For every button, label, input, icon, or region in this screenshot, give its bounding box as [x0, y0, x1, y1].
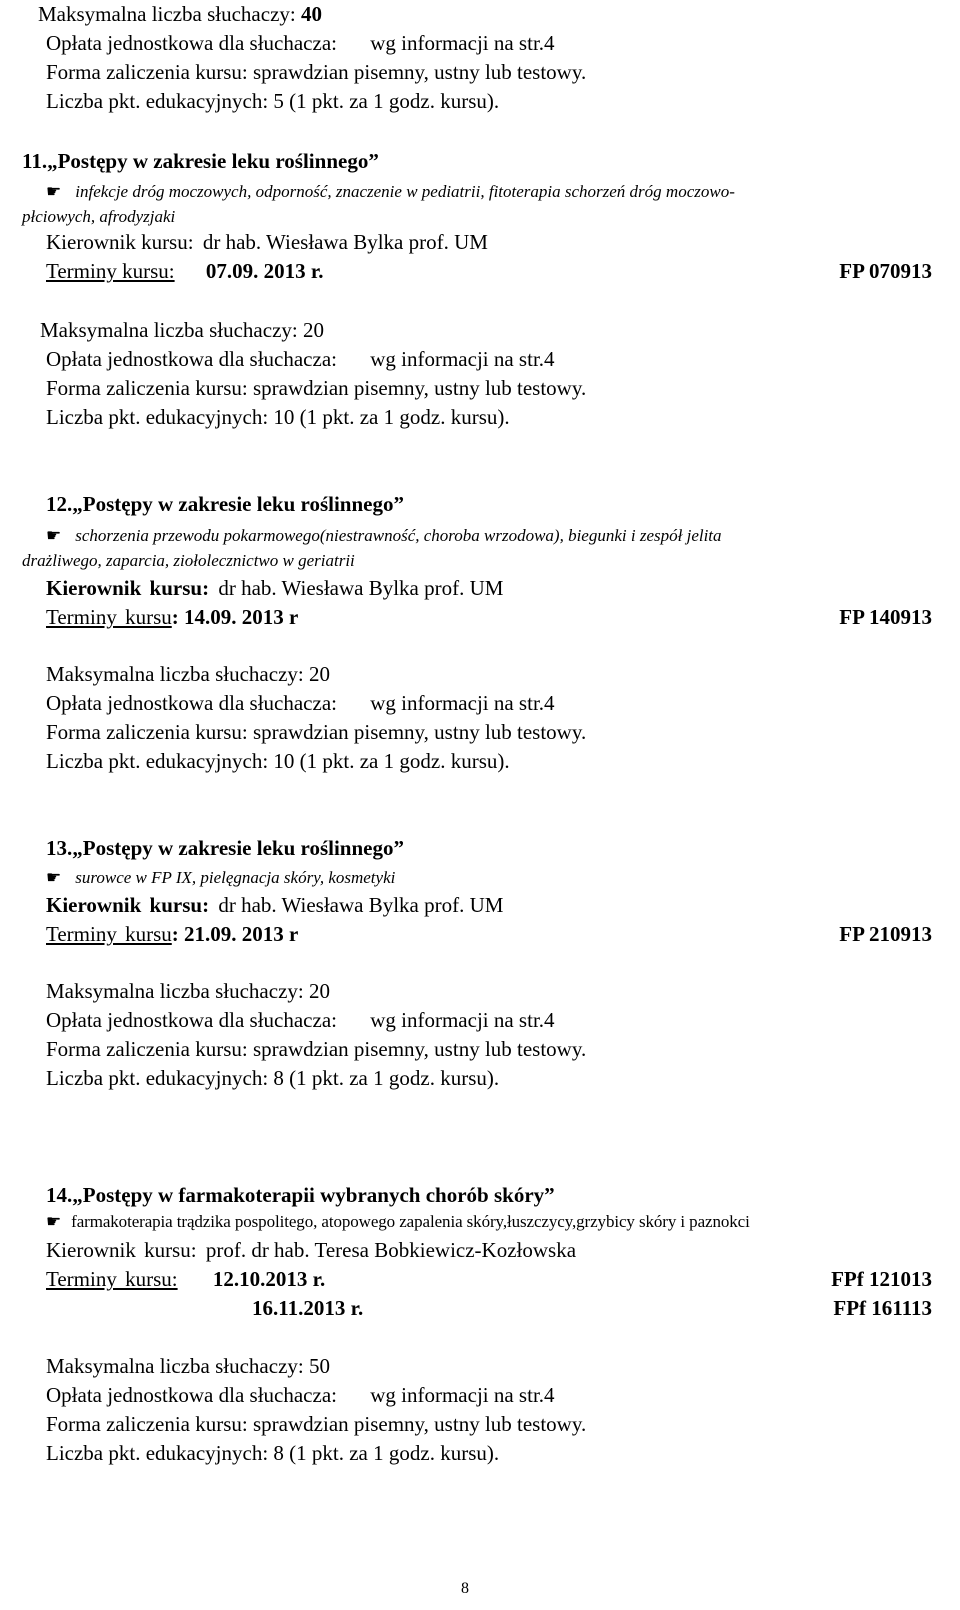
pointing-hand-icon: ☛	[46, 868, 62, 887]
course-14-director: Kierownik kursu: prof. dr hab. Teresa Bobkiewicz-Kozłowska	[46, 1238, 577, 1262]
pointing-hand-icon: ☛	[46, 1212, 62, 1231]
course-13-dates: Terminy kursu: 21.09. 2013 r	[46, 922, 299, 946]
page-number: 8	[461, 1580, 469, 1597]
top-max-participants: Maksymalna liczba słuchaczy: 40	[38, 2, 322, 26]
course-11-max-participants: Maksymalna liczba słuchaczy: 20	[40, 318, 324, 342]
course-13-points: Liczba pkt. edukacyjnych: 8 (1 pkt. za 1 godz. kursu).	[46, 1066, 500, 1090]
top-fee: Opłata jednostkowa dla słuchacza: wg informacji na str.4	[46, 31, 555, 55]
course-11-description-cont: płciowych, afrodyzjaki	[22, 207, 176, 226]
course-11-description: ☛ infekcje dróg moczowych, odporność, znaczenie w pediatrii, fitoterapia schorzeń dróg moczowo-	[46, 180, 735, 204]
course-12-max-participants: Maksymalna liczba słuchaczy: 20	[46, 662, 330, 686]
course-13-fee: Opłata jednostkowa dla słuchacza: wg informacji na str.4	[46, 1008, 555, 1032]
course-14-description: ☛ farmakoterapia trądzika pospolitego, atopowego zapalenia skóry,łuszczycy,grzybicy skóry i paznokci	[46, 1210, 750, 1234]
course-14-points: Liczba pkt. edukacyjnych: 8 (1 pkt. za 1 godz. kursu).	[46, 1441, 500, 1465]
course-12-heading: 12.„Postępy w zakresie leku roślinnego”	[46, 492, 404, 516]
course-13-max-participants: Maksymalna liczba słuchaczy: 20	[46, 979, 330, 1003]
course-14-code-2: FPf 161113	[833, 1296, 932, 1320]
course-14-fee: Opłata jednostkowa dla słuchacza: wg informacji na str.4	[46, 1383, 555, 1407]
course-12-form: Forma zaliczenia kursu: sprawdzian pisemny, ustny lub testowy.	[46, 720, 587, 744]
course-14-max-participants: Maksymalna liczba słuchaczy: 50	[46, 1354, 330, 1378]
course-14-dates: Terminy kursu: 12.10.2013 r.	[46, 1267, 326, 1291]
course-12-points: Liczba pkt. edukacyjnych: 10 (1 pkt. za 1 godz. kursu).	[46, 749, 510, 773]
top-form: Forma zaliczenia kursu: sprawdzian pisemny, ustny lub testowy.	[46, 60, 587, 84]
top-points: Liczba pkt. edukacyjnych: 5 (1 pkt. za 1 godz. kursu).	[46, 89, 500, 113]
course-13-form: Forma zaliczenia kursu: sprawdzian pisemny, ustny lub testowy.	[46, 1037, 587, 1061]
course-11-points: Liczba pkt. edukacyjnych: 10 (1 pkt. za 1 godz. kursu).	[46, 405, 510, 429]
course-13-description: ☛ surowce w FP IX, pielęgnacja skóry, kosmetyki	[46, 866, 395, 890]
course-11-code: FP 070913	[839, 259, 932, 283]
course-13-code: FP 210913	[839, 922, 932, 946]
pointing-hand-icon: ☛	[46, 526, 62, 545]
course-14-date-2: 16.11.2013 r.	[252, 1296, 364, 1320]
course-12-code: FP 140913	[839, 605, 932, 629]
course-12-description-cont: drażliwego, zaparcia, ziołolecznictwo w geriatrii	[22, 551, 355, 570]
course-14-heading: 14.„Postępy w farmakoterapii wybranych chorób skóry”	[46, 1183, 555, 1207]
course-11-form: Forma zaliczenia kursu: sprawdzian pisemny, ustny lub testowy.	[46, 376, 587, 400]
course-14-code: FPf 121013	[831, 1267, 932, 1291]
course-13-director: Kierownik kursu: dr hab. Wiesława Bylka prof. UM	[46, 893, 504, 917]
course-11-dates: Terminy kursu: 07.09. 2013 r.	[46, 259, 324, 283]
course-12-director: Kierownik kursu: dr hab. Wiesława Bylka prof. UM	[46, 576, 504, 600]
course-12-fee: Opłata jednostkowa dla słuchacza: wg informacji na str.4	[46, 691, 555, 715]
course-12-description: ☛ schorzenia przewodu pokarmowego(niestrawność, choroba wrzodowa), biegunki i zespół jelita	[46, 524, 722, 548]
course-11-fee: Opłata jednostkowa dla słuchacza: wg informacji na str.4	[46, 347, 555, 371]
course-12-dates: Terminy kursu: 14.09. 2013 r	[46, 605, 299, 629]
pointing-hand-icon: ☛	[46, 182, 62, 201]
course-13-heading: 13.„Postępy w zakresie leku roślinnego”	[46, 836, 404, 860]
course-11-heading: 11.„Postępy w zakresie leku roślinnego”	[22, 149, 379, 173]
course-14-form: Forma zaliczenia kursu: sprawdzian pisemny, ustny lub testowy.	[46, 1412, 587, 1436]
course-11-director: Kierownik kursu: dr hab. Wiesława Bylka prof. UM	[46, 230, 488, 254]
